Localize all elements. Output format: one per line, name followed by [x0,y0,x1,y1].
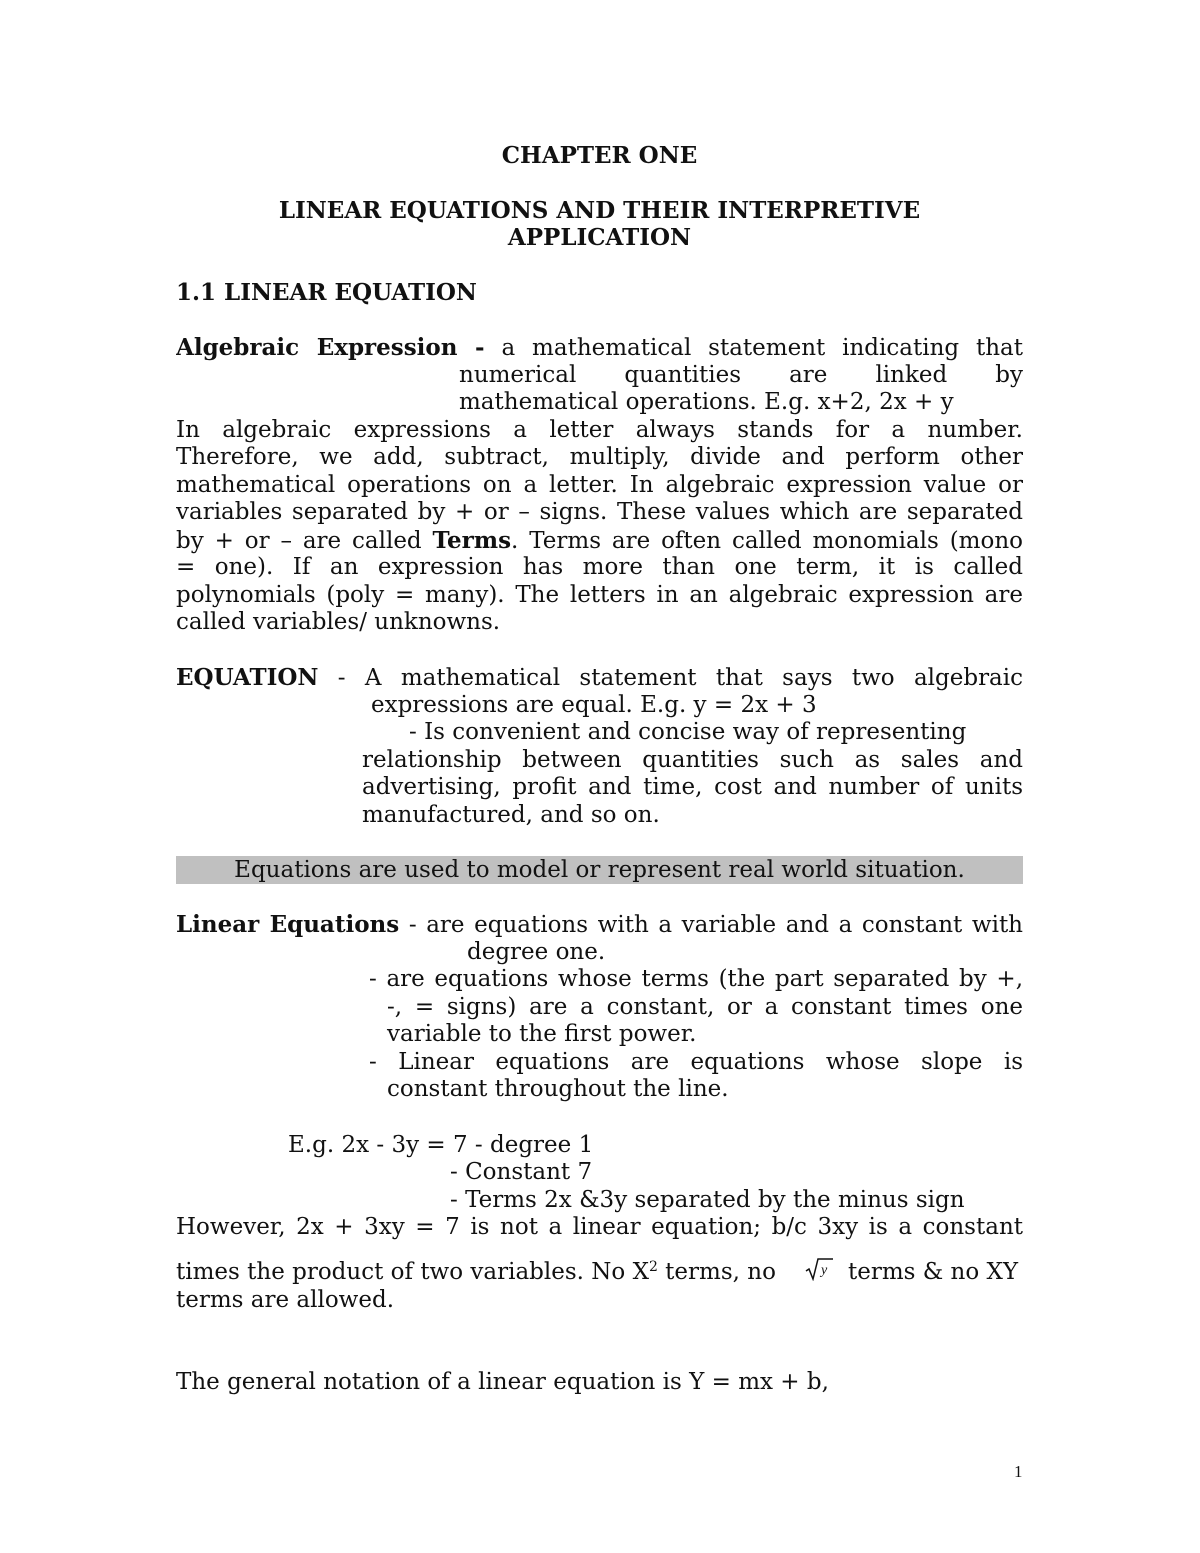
equation-term: EQUATION [176,664,319,691]
linear-line-5: variable to the first power. [387,1021,697,1047]
however-line-2b: terms & no XY [848,1259,1019,1285]
example-line-1: E.g. 2x - 3y = 7 - degree 1 [288,1132,594,1158]
linear-line-4: -, = signs) are a constant, or a constant times one [387,994,1023,1020]
title-line-2: APPLICATION [507,224,692,251]
para1-line-4: variables separated by + or – signs. These values which are separated [176,499,1023,525]
section-heading: 1.1 LINEAR EQUATION [176,279,477,306]
example-line-2: - Constant 7 [450,1159,593,1185]
algebraic-line-1: Algebraic Expression - a mathematical statement indicating that [176,334,1023,361]
equation-line-6: manufactured, and so on. [362,802,660,828]
linear-line-6: - Linear equations are equations whose slope is [369,1049,1023,1075]
linear-line-7: constant throughout the line. [387,1076,729,1102]
linear-line-2: degree one. [467,939,606,965]
svg-text:y: y [821,1263,828,1278]
para1-line-3: mathematical operations on a letter. In algebraic expression value or [176,472,1023,498]
equation-line-5: advertising, profit and time, cost and number of units [362,774,1023,800]
para1-line-8: called variables/ unknowns. [176,609,501,635]
example-line-3: - Terms 2x &3y separated by the minus sign [450,1187,965,1213]
equation-line-1: EQUATION - A mathematical statement that says two algebraic [176,664,1023,691]
equation-line-3: - Is convenient and concise way of representing [409,719,967,745]
chapter-heading: CHAPTER ONE [501,142,698,169]
terms-bold: Terms [432,527,512,554]
linear-line-3: - are equations whose terms (the part separated by +, [369,966,1023,992]
para1-line-5: by + or – are called Terms. Terms are often called monomials (mono [176,527,1023,554]
title-line-1: LINEAR EQUATIONS AND THEIR INTERPRETIVE [278,197,921,224]
algebraic-term: Algebraic Expression - [176,334,485,361]
algebraic-line-3: mathematical operations. E.g. x+2, 2x + y [459,389,954,415]
equation-line-4: relationship between quantities such as sales and [362,747,1023,773]
para1-line-2: Therefore, we add, subtract, multiply, divide and perform other [176,444,1023,470]
para1-line-6: = one). If an expression has more than one term, it is called [176,554,1023,580]
page-number: 1 [1014,1462,1023,1481]
highlight-banner: Equations are used to model or represent real world situation. [176,856,1023,884]
para1-line-7: polynomials (poly = many). The letters in an algebraic expression are [176,582,1023,608]
equation-line-2: expressions are equal. E.g. y = 2x + 3 [371,692,817,718]
notation-line: The general notation of a linear equation is Y = mx + b, [176,1369,829,1395]
however-line-2a: times the product of two variables. No $X^2$ terms, no [176,1259,776,1285]
linear-term: Linear Equations [176,911,400,938]
square-root-y-icon [804,1257,834,1281]
algebraic-line-2: numerical quantities are linked by [459,362,1023,388]
however-line-3: terms are allowed. [176,1287,395,1313]
linear-line-1: Linear Equations - are equations with a variable and a constant with [176,911,1023,938]
para1-line-1: In algebraic expressions a letter always stands for a number. [176,417,1023,443]
however-line-1: However, 2x + 3xy = 7 is not a linear equation; b/c 3xy is a constant [176,1214,1023,1240]
